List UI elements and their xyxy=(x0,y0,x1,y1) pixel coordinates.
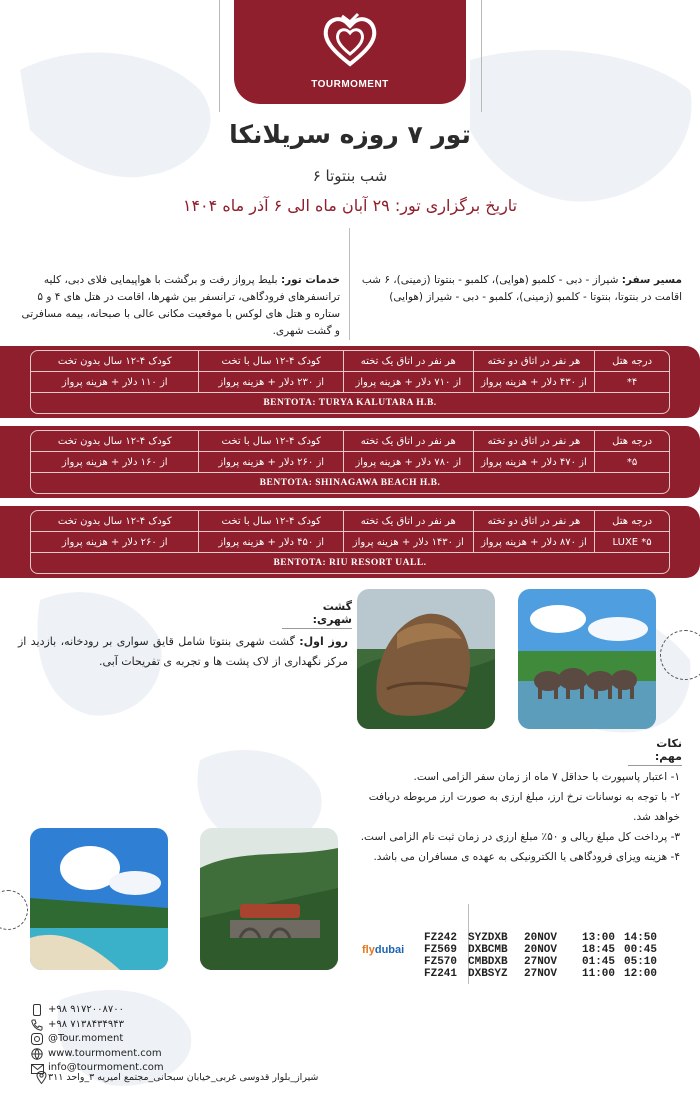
price-double: از ۴۳۰ دلار + هزینه پرواز xyxy=(473,372,595,393)
list-item: ۳- پرداخت کل مبلغ ریالی و ۵۰٪ مبلغ ارزی در زمان ثبت نام الزامی است. xyxy=(360,831,680,843)
hotel-grade: ۵* xyxy=(594,452,669,473)
flydubai-logo xyxy=(362,944,404,956)
flight-number: FZ242 xyxy=(424,932,458,944)
logo-header xyxy=(234,0,466,104)
list-item: ۱- اعتبار پاسپورت با حداقل ۷ ماه از زمان سفر الزامی است. xyxy=(413,771,680,783)
airline-part2: dubai xyxy=(374,944,405,956)
beach-photo xyxy=(30,828,168,970)
services-info xyxy=(18,272,340,340)
contact-mobile[interactable] xyxy=(30,1003,164,1018)
phone-number: +۹۸ ۷۱۳۸۴۳۴۹۴۳ xyxy=(48,1018,125,1030)
flight-route: CMBDXB xyxy=(468,956,508,968)
header-guide-line xyxy=(481,0,482,112)
flight-number: FZ569 xyxy=(424,944,458,956)
table-header-row xyxy=(31,511,669,532)
table-row xyxy=(31,532,669,553)
day-text: گشت شهری بنتوتا شامل قایق سواری بر رودخانه، بازدید از مرکز نگهداری از لاک پشت ها و تجربه ی تفریحات آبی. xyxy=(18,635,348,668)
flight-arrival: 05:10 xyxy=(624,956,658,968)
flight-row xyxy=(424,956,668,968)
flight-route: DXBCMB xyxy=(468,944,508,956)
header-grade: درجه هتل xyxy=(594,511,669,532)
tour-dates: تاریخ برگزاری تور: ۲۹ آبان ماه الی ۶ آذر ماه ۱۴۰۴ xyxy=(182,196,518,215)
header-single: هر نفر در اتاق یک تخته xyxy=(343,511,473,532)
hotel-name: BENTOTA: RIU RESORT UALL. xyxy=(273,558,427,568)
city-tour-day xyxy=(18,632,348,672)
header-grade: درجه هتل xyxy=(594,351,669,372)
heart-logo-icon xyxy=(320,10,380,70)
route-text: شیراز - دبی - کلمبو (هوایی)، کلمبو - بنتوتا (زمینی)، ۶ شب اقامت در بنتوتا، بنتوتا - کلمبو (زمینی)، کلمبو - دبی - شیراز (هوایی) xyxy=(361,274,682,303)
hotel-name: BENTOTA: SHINAGAWA BEACH H.B. xyxy=(259,478,441,488)
contact-website[interactable] xyxy=(30,1047,164,1062)
hotel-name-row xyxy=(31,473,669,494)
day-label: روز اول: xyxy=(299,635,348,648)
list-item: ۴- هزینه ویزای فرودگاهی یا الکترونیکی به عهده ی مسافران می باشد. xyxy=(373,851,680,863)
flight-departure: 11:00 xyxy=(582,968,616,980)
header-double: هر نفر در اتاق دو تخته xyxy=(473,351,595,372)
phone-icon xyxy=(30,1019,44,1031)
hotel-grade: ۴* xyxy=(594,372,669,393)
flight-date: 20NOV xyxy=(524,944,558,956)
header-child-bed: کودک ۴-۱۲ سال با تخت xyxy=(198,431,343,452)
flight-departure: 13:00 xyxy=(582,932,616,944)
notes-list xyxy=(355,767,680,867)
city-tour-title: گشت شهری: xyxy=(282,600,352,629)
header-child-nobed: کودک ۴-۱۲ سال بدون تخت xyxy=(57,516,172,527)
website-url: www.tourmoment.com xyxy=(48,1047,162,1059)
mobile-number: +۹۸ ۹۱۷۲۰۰۸۷۰۰ xyxy=(48,1004,125,1015)
address-text: شیراز_بلوار قدوسی غربی_خیابان سبحانی_مجتمع امیریه ۳_واحد ۳۱۱ xyxy=(48,1071,319,1083)
table-row xyxy=(31,372,669,393)
page-title: تور ۷ روزه سریلانکا xyxy=(229,120,471,149)
contact-instagram[interactable] xyxy=(30,1032,164,1047)
header-guide-line xyxy=(219,0,220,112)
train-bridge-photo xyxy=(200,828,338,970)
price-single: از ۷۸۰ دلار + هزینه پرواز xyxy=(343,452,473,473)
price-child-nobed: از ۱۱۰ دلار + هزینه پرواز xyxy=(61,377,168,388)
flight-date: 27NOV xyxy=(524,956,558,968)
hotel-name-row xyxy=(31,393,669,414)
price-single: از ۷۱۰ دلار + هزینه پرواز xyxy=(343,372,473,393)
flight-number: FZ570 xyxy=(424,956,458,968)
notes-title: نکات مهم: xyxy=(628,737,682,766)
flight-date: 27NOV xyxy=(524,968,558,980)
header-child-nobed: کودک ۴-۱۲ سال بدون تخت xyxy=(57,356,172,367)
price-child-bed: از ۴۵۰ دلار + هزینه پرواز xyxy=(198,532,343,553)
flight-departure: 18:45 xyxy=(582,944,616,956)
flight-route: DXBSYZ xyxy=(468,968,508,980)
table-row xyxy=(31,452,669,473)
flight-row xyxy=(424,968,668,980)
flight-schedule xyxy=(424,932,668,980)
brand-name: TOURMOMENT xyxy=(311,79,389,90)
flight-departure: 01:45 xyxy=(582,956,616,968)
route-info xyxy=(360,272,682,306)
price-child-nobed: از ۲۶۰ دلار + هزینه پرواز xyxy=(61,537,168,548)
list-item: ۲- با توجه به نوسانات نرخ ارز، مبلغ ارزی به صورت ارز مربوطه دریافت خواهد شد. xyxy=(368,791,680,823)
header-grade: درجه هتل xyxy=(594,431,669,452)
header-double: هر نفر در اتاق دو تخته xyxy=(473,431,595,452)
route-label: مسیر سفر: xyxy=(621,274,682,286)
price-child-bed: از ۲۶۰ دلار + هزینه پرواز xyxy=(198,452,343,473)
flight-row xyxy=(424,944,668,956)
contact-phone[interactable] xyxy=(30,1018,164,1033)
hotel-grade: ۵* LUXE xyxy=(594,532,669,553)
header-child-bed: کودک ۴-۱۲ سال با تخت xyxy=(198,511,343,532)
flight-arrival: 12:00 xyxy=(624,968,658,980)
page-subtitle: ۶ شب بنتوتا xyxy=(312,167,388,185)
price-child-nobed: از ۱۶۰ دلار + هزینه پرواز xyxy=(61,457,168,468)
instagram-icon xyxy=(30,1033,44,1045)
sigiriya-rock-photo xyxy=(357,589,495,729)
flight-number: FZ241 xyxy=(424,968,458,980)
contact-address xyxy=(30,1071,318,1083)
hotel-price-table xyxy=(0,426,700,498)
header-child-bed: کودک ۴-۱۲ سال با تخت xyxy=(198,351,343,372)
airline-part1: fly xyxy=(362,944,375,956)
table-header-row xyxy=(31,431,669,452)
price-single: از ۱۴۳۰ دلار + هزینه پرواز xyxy=(343,532,473,553)
instagram-handle: @Tour.moment xyxy=(48,1033,124,1045)
services-label: خدمات تور: xyxy=(280,274,340,286)
header-double: هر نفر در اتاق دو تخته xyxy=(473,511,595,532)
email-address: info@tourmoment.com xyxy=(48,1062,164,1074)
price-double: از ۸۷۰ دلار + هزینه پرواز xyxy=(473,532,595,553)
header-child-nobed: کودک ۴-۱۲ سال بدون تخت xyxy=(57,436,172,447)
flight-arrival: 14:50 xyxy=(624,932,658,944)
globe-icon xyxy=(30,1048,44,1060)
hotel-price-table xyxy=(0,346,700,418)
flight-route: SYZDXB xyxy=(468,932,508,944)
services-text: بلیط پرواز رفت و برگشت با هواپیمایی فلای دبی، کلیه ترانسفرهای فرودگاهی، ترانسفر بین شهرها، اقامت در هتل های ۴ و ۵ ستاره و هتل های لوکس با موقعیت مکانی عالی با صبحانه، بیمه مسافرتی و گشت شهری. xyxy=(21,274,340,337)
hotel-name-row xyxy=(31,553,669,574)
hotel-price-table xyxy=(0,506,700,578)
location-pin-icon xyxy=(34,1071,48,1083)
contact-list xyxy=(30,1003,164,1076)
header-single: هر نفر در اتاق یک تخته xyxy=(343,351,473,372)
flight-date: 20NOV xyxy=(524,932,558,944)
table-header-row xyxy=(31,351,669,372)
elephants-river-photo xyxy=(518,589,656,729)
hotel-name: BENTOTA: TURYA KALUTARA H.B. xyxy=(263,398,437,408)
flight-row xyxy=(424,932,668,944)
mobile-icon xyxy=(30,1004,44,1016)
price-child-bed: از ۲۳۰ دلار + هزینه پرواز xyxy=(198,372,343,393)
header-single: هر نفر در اتاق یک تخته xyxy=(343,431,473,452)
price-double: از ۴۷۰ دلار + هزینه پرواز xyxy=(473,452,595,473)
info-divider xyxy=(349,228,350,340)
flight-arrival: 00:45 xyxy=(624,944,658,956)
